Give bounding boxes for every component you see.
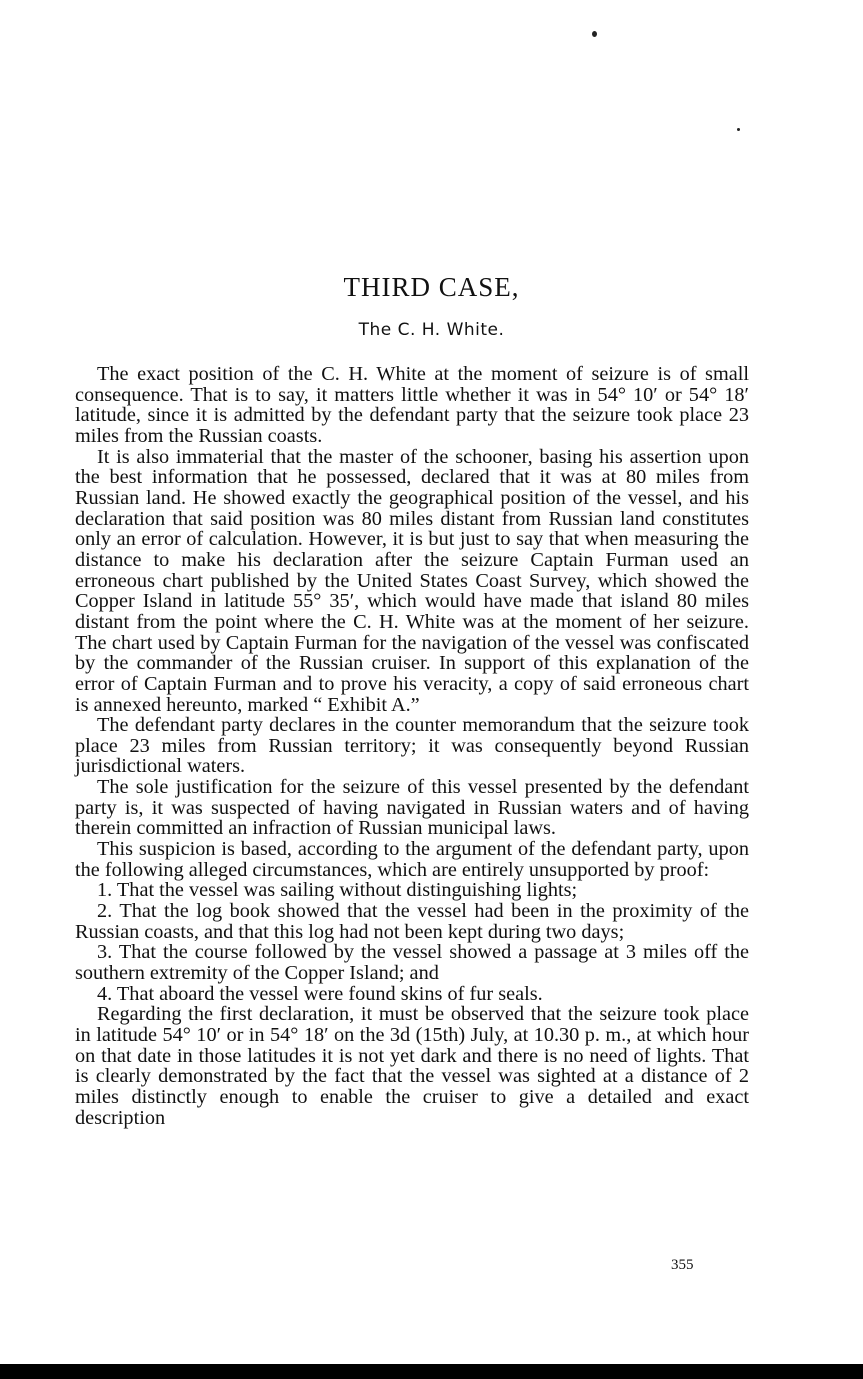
paragraph: The exact position of the C. H. White at the moment of seizure is of small consequence. That is to say, it matters little whether it was in 54° 10′ or 54° 18′ latitude, since it is admitted by the defendant party that the seizure took place 23 miles from the Russian coasts. xyxy=(75,363,749,447)
paragraph: The sole justification for the seizure of this vessel presented by the defendant party is, it was suspected of having navigated in Russian waters and of having therein committed an infraction of Russian municipal laws. xyxy=(75,776,749,840)
list-item: 1. That the vessel was sailing without distinguishing lights; xyxy=(97,879,578,902)
paragraph: The defendant party declares in the counter memorandum that the seizure took place 23 miles from Russian territory; it was consequently beyond Russian jurisdictional waters. xyxy=(75,714,749,778)
ink-speck xyxy=(737,128,740,131)
page-title: THIRD CASE, xyxy=(343,272,520,302)
case-subtitle: The C. H. White. xyxy=(358,320,505,340)
list-item: 4. That aboard the vessel were found skins of fur seals. xyxy=(97,982,543,1005)
list-item: 3. That the course followed by the vessel showed a passage at 3 miles off the southern extremity of the Copper Island; and xyxy=(75,941,749,985)
paragraph: This suspicion is based, according to the argument of the defendant party, upon the following alleged circumstances, which are entirely unsupported by proof: xyxy=(75,838,749,881)
paragraph: Regarding the first declaration, it must be observed that the seizure took place in latitude 54° 10′ or in 54° 18′ on the 3d (15th) July, at 10.30 p. m., at which hour on that date in those latitudes it is not yet dark and there is no need of lights. That is clearly demonstrated by the fact that the vessel was sighted at a distance of 2 miles distinctly enough to enable the cruiser to give a detailed and exact description xyxy=(75,1003,749,1129)
ink-speck xyxy=(592,31,597,37)
body-text xyxy=(75,364,749,1128)
paragraph: It is also immaterial that the master of the schooner, basing his assertion upon the best information that he possessed, declared that it was at 80 miles from Russian land. He showed exactly the geographical position of the vessel, and his declaration that said position was 80 miles distant from Russian land constitutes only an error of calculation. However, it is but just to say that when measuring the distance to make his declaration after the seizure Captain Furman used an erroneous chart published by the United States Coast Survey, which showed the Copper Island in latitude 55° 35′, which would have made that island 80 miles distant from the point where the C. H. White was at the moment of her seizure. The chart used by Captain Furman for the navigation of the vessel was confiscated by the commander of the Russian cruiser. In support of this explanation of the error of Captain Furman and to prove his veracity, a copy of said erroneous chart is annexed hereunto, marked “ Exhibit A.” xyxy=(75,445,749,716)
scan-bottom-edge xyxy=(0,1364,863,1379)
page-number: 355 xyxy=(671,1257,694,1273)
list-item: 2. That the log book showed that the vessel had been in the proximity of the Russian coasts, and that this log had not been kept during two days; xyxy=(75,900,749,943)
